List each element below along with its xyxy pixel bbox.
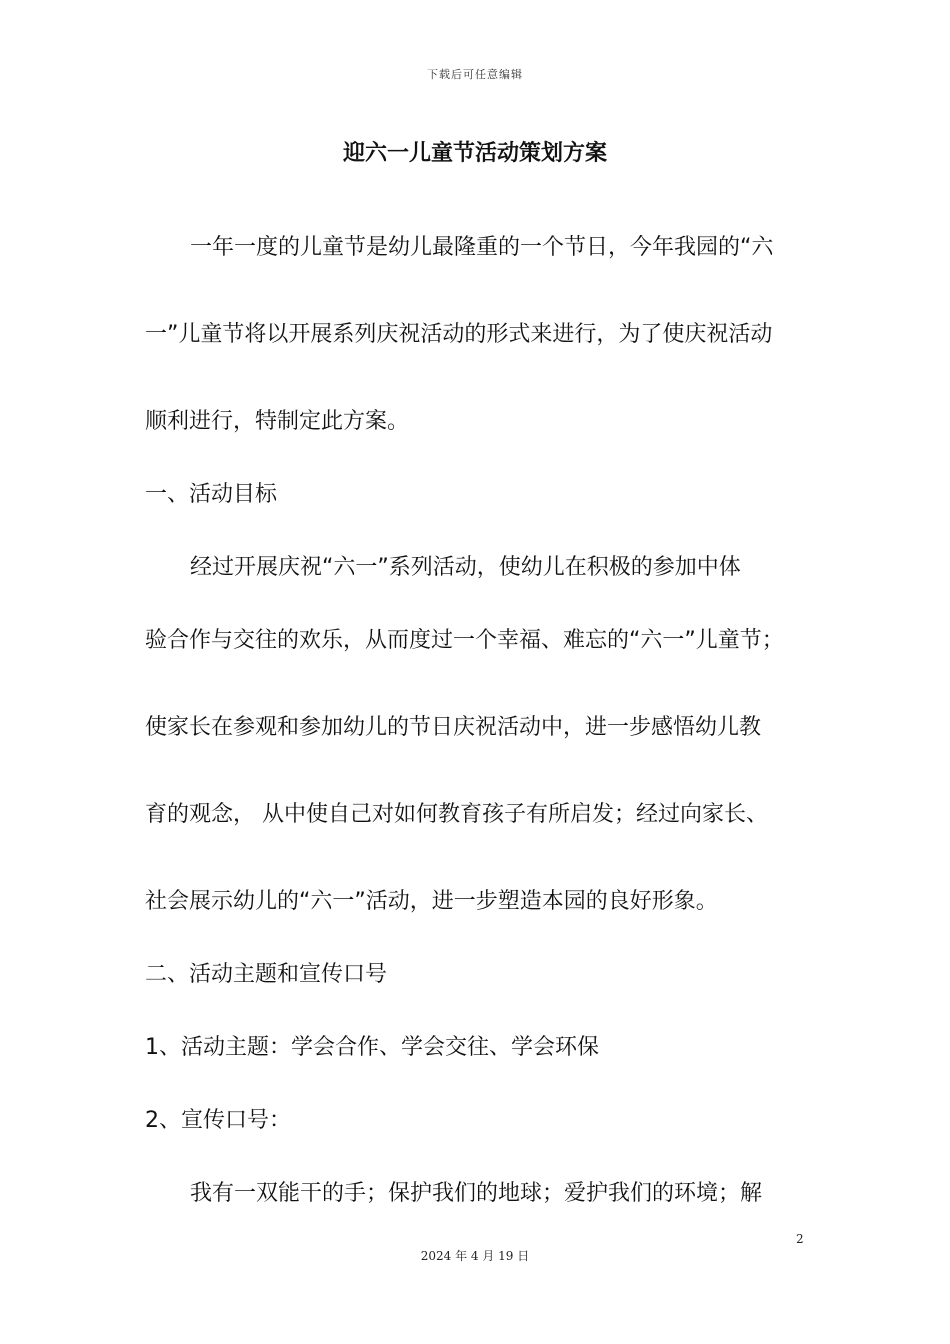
footer-date: 2024 年 4 月 19 日 — [420, 1249, 530, 1263]
paragraph-line: 经过开展庆祝“六一”系列活动，使幼儿在积极的参加中体 — [190, 555, 741, 580]
paragraph-line: 一”儿童节将以开展系列庆祝活动的形式来进行，为了使庆祝活动 — [145, 322, 773, 347]
paragraph-line: 验合作与交往的欢乐，从而度过一个幸福、难忘的“六一”儿童节； — [145, 628, 784, 653]
list-item: 2、宣传口号： — [145, 1108, 291, 1133]
document-title: 迎六一儿童节活动策划方案 — [342, 141, 607, 166]
paragraph-line: 使家长在参观和参加幼儿的节日庆祝活动中，进一步感悟幼儿教 — [145, 715, 762, 740]
page-number: 2 — [796, 1232, 804, 1246]
paragraph-line: 育的观念， 从中使自己对如何教育孩子有所启发；经过向家长、 — [145, 802, 768, 827]
paragraph-line: 社会展示幼儿的“六一”活动，进一步塑造本园的良好形象。 — [145, 889, 718, 914]
list-item: 1、活动主题：学会合作、学会交往、学会环保 — [145, 1035, 599, 1060]
paragraph-line: 顺利进行，特制定此方案。 — [145, 409, 410, 434]
paragraph-line: 一年一度的儿童节是幼儿最隆重的一个节日，今年我园的“六 — [190, 235, 774, 260]
header-note: 下载后可任意编辑 — [427, 68, 523, 81]
section-heading: 二、活动主题和宣传口号 — [145, 962, 388, 987]
paragraph-line: 我有一双能干的手；保护我们的地球；爱护我们的环境；解 — [190, 1181, 763, 1206]
section-heading: 一、活动目标 — [145, 482, 278, 507]
